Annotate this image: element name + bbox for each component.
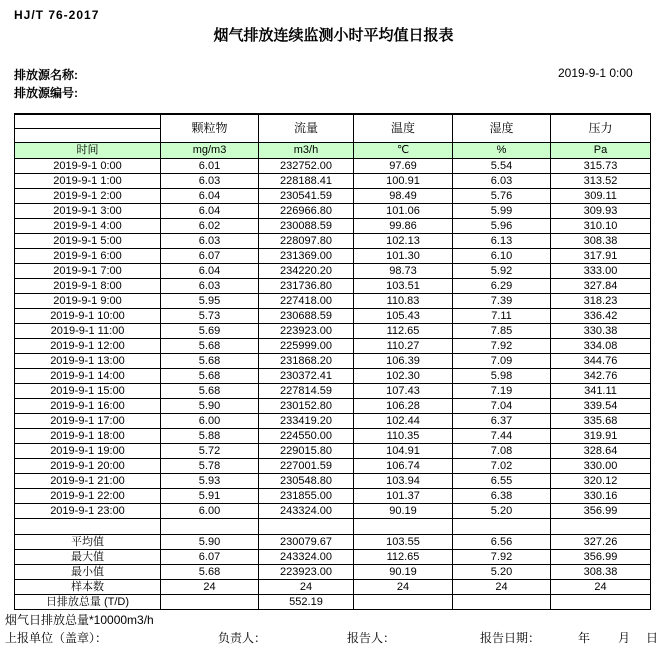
separator-section xyxy=(15,519,651,535)
row-value: 6.01 xyxy=(161,159,259,174)
row-value: 5.95 xyxy=(161,294,259,309)
row-value: 327.26 xyxy=(551,535,651,550)
row-value: 309.11 xyxy=(551,189,651,204)
principal-label: 负责人： xyxy=(218,631,267,645)
row-value: 231369.00 xyxy=(259,249,354,264)
row-label: 2019-9-1 23:00 xyxy=(15,504,161,519)
footer-signature-line xyxy=(0,629,667,647)
row-value: 229015.80 xyxy=(259,444,354,459)
row-label: 2019-9-1 14:00 xyxy=(15,369,161,384)
row-value: 5.68 xyxy=(161,339,259,354)
row-value: 317.91 xyxy=(551,249,651,264)
row-label: 日排放总量 (T/D) xyxy=(15,595,161,610)
table-row xyxy=(15,504,651,519)
row-value: 223923.00 xyxy=(259,565,354,580)
row-value: 99.86 xyxy=(354,219,453,234)
row-value: 6.10 xyxy=(453,249,551,264)
row-value: 330.00 xyxy=(551,459,651,474)
table-row xyxy=(15,399,651,414)
row-value: 5.98 xyxy=(453,369,551,384)
row-value: 100.91 xyxy=(354,174,453,189)
row-value: 7.09 xyxy=(453,354,551,369)
header-row-top xyxy=(15,114,651,129)
row-value: 5.69 xyxy=(161,324,259,339)
column-header-pressure: 压力 xyxy=(551,114,651,143)
table-row xyxy=(15,294,651,309)
row-value: 5.78 xyxy=(161,459,259,474)
row-value: 112.65 xyxy=(354,550,453,565)
row-value: 103.51 xyxy=(354,279,453,294)
table-row xyxy=(15,189,651,204)
row-value: 110.27 xyxy=(354,339,453,354)
row-value: 98.73 xyxy=(354,264,453,279)
row-value: 24 xyxy=(551,580,651,595)
row-label: 2019-9-1 0:00 xyxy=(15,159,161,174)
row-value: 5.68 xyxy=(161,565,259,580)
table-row xyxy=(15,429,651,444)
row-value: 339.54 xyxy=(551,399,651,414)
row-value: 24 xyxy=(161,580,259,595)
reporter-label: 报告人： xyxy=(347,631,396,645)
row-value: 6.04 xyxy=(161,264,259,279)
row-value: 330.38 xyxy=(551,324,651,339)
row-value: 5.72 xyxy=(161,444,259,459)
row-value: 230152.80 xyxy=(259,399,354,414)
source-code-label: 排放源编号: xyxy=(14,86,78,100)
table-row xyxy=(15,535,651,550)
row-value: 5.91 xyxy=(161,489,259,504)
row-value: 233419.20 xyxy=(259,414,354,429)
table-row xyxy=(15,339,651,354)
row-value: 6.07 xyxy=(161,249,259,264)
row-value: 231855.00 xyxy=(259,489,354,504)
row-value: 103.55 xyxy=(354,535,453,550)
row-value: 6.00 xyxy=(161,504,259,519)
row-value: 231736.80 xyxy=(259,279,354,294)
row-label: 2019-9-1 16:00 xyxy=(15,399,161,414)
column-header-pm: 颗粒物 xyxy=(161,114,259,143)
row-value: 342.76 xyxy=(551,369,651,384)
row-value: 330.16 xyxy=(551,489,651,504)
row-label: 2019-9-1 13:00 xyxy=(15,354,161,369)
row-label: 2019-9-1 7:00 xyxy=(15,264,161,279)
table-row xyxy=(15,279,651,294)
column-header-temp: 温度 xyxy=(354,114,453,143)
row-value: 5.96 xyxy=(453,219,551,234)
unit-flow: m3/h xyxy=(259,143,354,159)
row-label: 平均值 xyxy=(15,535,161,550)
day-label: 日 xyxy=(646,631,659,645)
row-value: 102.30 xyxy=(354,369,453,384)
row-label: 2019-9-1 3:00 xyxy=(15,204,161,219)
time-header: 时间 xyxy=(15,143,161,159)
row-value: 231868.20 xyxy=(259,354,354,369)
row-value: 5.20 xyxy=(453,504,551,519)
data-rows xyxy=(15,159,651,519)
row-label: 2019-9-1 21:00 xyxy=(15,474,161,489)
row-value: 5.68 xyxy=(161,369,259,384)
header-section xyxy=(15,114,651,159)
source-name-label: 排放源名称: xyxy=(14,68,78,82)
table-row xyxy=(15,234,651,249)
row-value: 106.74 xyxy=(354,459,453,474)
row-value xyxy=(354,595,453,610)
row-value: 230079.67 xyxy=(259,535,354,550)
row-value: 6.03 xyxy=(161,234,259,249)
row-label: 2019-9-1 9:00 xyxy=(15,294,161,309)
row-value: 223923.00 xyxy=(259,324,354,339)
table-row xyxy=(15,444,651,459)
row-value: 228188.41 xyxy=(259,174,354,189)
row-value: 336.42 xyxy=(551,309,651,324)
row-value: 7.92 xyxy=(453,550,551,565)
row-label: 最小值 xyxy=(15,565,161,580)
row-value: 5.73 xyxy=(161,309,259,324)
row-label: 2019-9-1 5:00 xyxy=(15,234,161,249)
row-value: 5.68 xyxy=(161,384,259,399)
row-value xyxy=(551,595,651,610)
row-label: 2019-9-1 11:00 xyxy=(15,324,161,339)
row-value: 320.12 xyxy=(551,474,651,489)
row-label: 最大值 xyxy=(15,550,161,565)
row-value: 308.38 xyxy=(551,565,651,580)
row-value: 308.38 xyxy=(551,234,651,249)
row-value: 5.20 xyxy=(453,565,551,580)
row-value: 313.52 xyxy=(551,174,651,189)
table-row xyxy=(15,595,651,610)
standard-code: HJ/T 76-2017 xyxy=(14,8,100,22)
time-header-blank-bottom xyxy=(15,129,161,143)
row-value: 318.23 xyxy=(551,294,651,309)
row-value: 356.99 xyxy=(551,504,651,519)
footer-note: 烟气日排放总量*10000m3/h xyxy=(5,613,154,627)
row-value xyxy=(453,595,551,610)
row-value: 102.44 xyxy=(354,414,453,429)
row-value: 6.04 xyxy=(161,204,259,219)
page-title: 烟气排放连续监测小时平均值日报表 xyxy=(213,27,454,44)
row-value: 7.08 xyxy=(453,444,551,459)
row-label: 2019-9-1 6:00 xyxy=(15,249,161,264)
row-value: 106.28 xyxy=(354,399,453,414)
table-row xyxy=(15,369,651,384)
month-label: 月 xyxy=(618,631,631,645)
row-value: 24 xyxy=(453,580,551,595)
row-value: 310.10 xyxy=(551,219,651,234)
column-header-humidity: 湿度 xyxy=(453,114,551,143)
row-value: 6.56 xyxy=(453,535,551,550)
row-value xyxy=(161,595,259,610)
row-value: 5.90 xyxy=(161,399,259,414)
row-value: 6.02 xyxy=(161,219,259,234)
row-value: 7.92 xyxy=(453,339,551,354)
row-value: 227814.59 xyxy=(259,384,354,399)
row-value: 24 xyxy=(259,580,354,595)
row-value: 6.13 xyxy=(453,234,551,249)
row-value: 102.13 xyxy=(354,234,453,249)
row-value: 224550.00 xyxy=(259,429,354,444)
table-row xyxy=(15,174,651,189)
row-value: 110.83 xyxy=(354,294,453,309)
row-label: 2019-9-1 8:00 xyxy=(15,279,161,294)
unit-row xyxy=(15,143,651,159)
row-value: 335.68 xyxy=(551,414,651,429)
row-value: 5.88 xyxy=(161,429,259,444)
table-row xyxy=(15,550,651,565)
row-label: 2019-9-1 2:00 xyxy=(15,189,161,204)
row-value: 230088.59 xyxy=(259,219,354,234)
row-value: 328.64 xyxy=(551,444,651,459)
row-value: 5.68 xyxy=(161,354,259,369)
row-value: 7.11 xyxy=(453,309,551,324)
row-value: 97.69 xyxy=(354,159,453,174)
row-value: 7.44 xyxy=(453,429,551,444)
row-value: 101.06 xyxy=(354,204,453,219)
row-label: 2019-9-1 12:00 xyxy=(15,339,161,354)
table-row xyxy=(15,474,651,489)
row-label: 2019-9-1 22:00 xyxy=(15,489,161,504)
table-row xyxy=(15,459,651,474)
row-value: 110.35 xyxy=(354,429,453,444)
row-value: 230372.41 xyxy=(259,369,354,384)
table-row xyxy=(15,159,651,174)
empty-separator-row xyxy=(15,519,651,535)
row-value: 106.39 xyxy=(354,354,453,369)
table-row xyxy=(15,384,651,399)
row-value: 327.84 xyxy=(551,279,651,294)
row-value: 341.11 xyxy=(551,384,651,399)
row-value: 101.30 xyxy=(354,249,453,264)
row-value: 90.19 xyxy=(354,504,453,519)
row-value: 103.94 xyxy=(354,474,453,489)
report-unit-label: 上报单位（盖章）： xyxy=(5,631,108,645)
table-row xyxy=(15,219,651,234)
table-row xyxy=(15,324,651,339)
row-value: 6.38 xyxy=(453,489,551,504)
row-value: 243324.00 xyxy=(259,504,354,519)
row-label: 2019-9-1 20:00 xyxy=(15,459,161,474)
row-label: 样本数 xyxy=(15,580,161,595)
time-header-blank-top xyxy=(15,114,161,129)
row-value: 5.54 xyxy=(453,159,551,174)
row-label: 2019-9-1 10:00 xyxy=(15,309,161,324)
row-value: 5.76 xyxy=(453,189,551,204)
row-value: 226966.80 xyxy=(259,204,354,219)
row-label: 2019-9-1 19:00 xyxy=(15,444,161,459)
report-date-label: 报告日期： xyxy=(480,631,541,645)
row-value: 6.03 xyxy=(161,174,259,189)
year-label: 年 xyxy=(578,631,591,645)
table-row xyxy=(15,489,651,504)
row-value: 7.02 xyxy=(453,459,551,474)
table-row xyxy=(15,249,651,264)
table-row xyxy=(15,565,651,580)
row-value: 24 xyxy=(354,580,453,595)
row-value: 228097.80 xyxy=(259,234,354,249)
column-header-flow: 流量 xyxy=(259,114,354,143)
row-label: 2019-9-1 17:00 xyxy=(15,414,161,429)
row-value: 105.43 xyxy=(354,309,453,324)
row-value: 6.04 xyxy=(161,189,259,204)
row-value: 5.99 xyxy=(453,204,551,219)
table-row xyxy=(15,309,651,324)
unit-temp: ℃ xyxy=(354,143,453,159)
table-row xyxy=(15,264,651,279)
row-value: 7.19 xyxy=(453,384,551,399)
row-value: 6.29 xyxy=(453,279,551,294)
row-value: 334.08 xyxy=(551,339,651,354)
row-value: 232752.00 xyxy=(259,159,354,174)
row-value: 6.03 xyxy=(453,174,551,189)
table-row xyxy=(15,204,651,219)
row-value: 7.04 xyxy=(453,399,551,414)
row-value: 6.03 xyxy=(161,279,259,294)
row-value: 6.07 xyxy=(161,550,259,565)
summary-rows xyxy=(15,535,651,610)
row-value: 7.85 xyxy=(453,324,551,339)
row-label: 2019-9-1 1:00 xyxy=(15,174,161,189)
row-value: 101.37 xyxy=(354,489,453,504)
row-value: 230548.80 xyxy=(259,474,354,489)
row-value: 230541.59 xyxy=(259,189,354,204)
table-row xyxy=(15,580,651,595)
row-value: 5.90 xyxy=(161,535,259,550)
table-row xyxy=(15,414,651,429)
unit-pm: mg/m3 xyxy=(161,143,259,159)
row-value: 225999.00 xyxy=(259,339,354,354)
row-value: 227418.00 xyxy=(259,294,354,309)
row-value: 90.19 xyxy=(354,565,453,580)
row-value: 7.39 xyxy=(453,294,551,309)
row-value: 107.43 xyxy=(354,384,453,399)
row-value: 6.37 xyxy=(453,414,551,429)
row-value: 5.93 xyxy=(161,474,259,489)
row-value: 5.92 xyxy=(453,264,551,279)
row-value: 356.99 xyxy=(551,550,651,565)
row-value: 227001.59 xyxy=(259,459,354,474)
row-value: 230688.59 xyxy=(259,309,354,324)
row-value: 309.93 xyxy=(551,204,651,219)
row-label: 2019-9-1 4:00 xyxy=(15,219,161,234)
table-row xyxy=(15,354,651,369)
row-value: 112.65 xyxy=(354,324,453,339)
report-datetime: 2019-9-1 0:00 xyxy=(558,66,633,80)
row-value: 319.91 xyxy=(551,429,651,444)
row-value: 6.00 xyxy=(161,414,259,429)
row-value: 333.00 xyxy=(551,264,651,279)
row-value: 344.76 xyxy=(551,354,651,369)
row-value: 552.19 xyxy=(259,595,354,610)
row-value: 243324.00 xyxy=(259,550,354,565)
unit-pressure: Pa xyxy=(551,143,651,159)
row-value: 6.55 xyxy=(453,474,551,489)
unit-humidity: % xyxy=(453,143,551,159)
row-value: 315.73 xyxy=(551,159,651,174)
row-value: 98.49 xyxy=(354,189,453,204)
row-label: 2019-9-1 15:00 xyxy=(15,384,161,399)
row-value: 104.91 xyxy=(354,444,453,459)
row-value: 234220.20 xyxy=(259,264,354,279)
report-table xyxy=(14,113,651,610)
row-label: 2019-9-1 18:00 xyxy=(15,429,161,444)
